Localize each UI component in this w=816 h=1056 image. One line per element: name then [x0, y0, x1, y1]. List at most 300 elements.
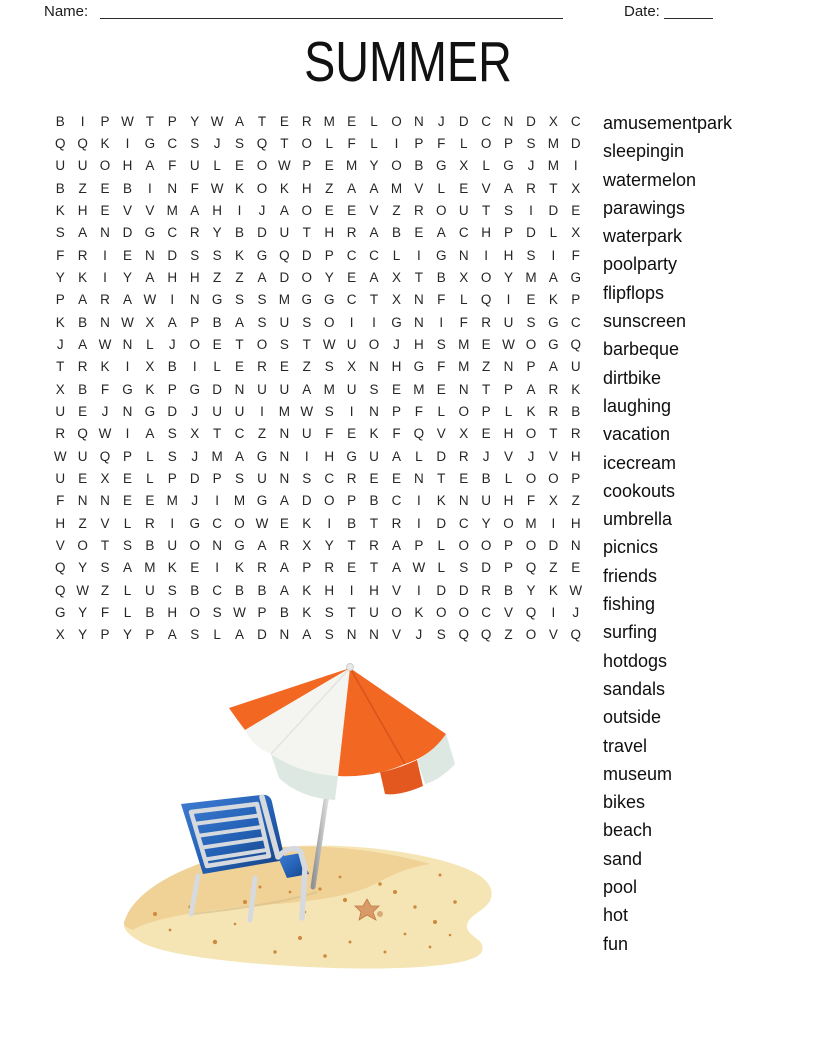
grid-letter[interactable]: C	[481, 113, 491, 129]
grid-letter[interactable]: V	[100, 515, 110, 531]
grid-letter[interactable]: G	[548, 314, 559, 330]
grid-letter[interactable]: P	[167, 381, 177, 397]
grid-letter[interactable]: N	[122, 336, 133, 352]
word-item[interactable]: hot	[603, 905, 629, 926]
grid-letter[interactable]: O	[480, 135, 492, 151]
grid-letter[interactable]: I	[573, 158, 578, 174]
grid-letter[interactable]: F	[437, 292, 446, 308]
grid-letter[interactable]: A	[302, 627, 312, 643]
grid-letter[interactable]: L	[325, 135, 333, 151]
grid-letter[interactable]: L	[123, 515, 132, 531]
grid-letter[interactable]: D	[458, 582, 469, 598]
grid-letter[interactable]: U	[77, 158, 88, 174]
grid-letter[interactable]: S	[324, 627, 334, 643]
word-item[interactable]: museum	[603, 763, 673, 784]
grid-letter[interactable]: N	[279, 448, 290, 464]
grid-letter[interactable]: P	[481, 403, 491, 419]
grid-letter[interactable]: V	[504, 448, 514, 464]
grid-letter[interactable]: B	[436, 269, 446, 285]
grid-letter[interactable]: S	[190, 135, 200, 151]
grid-letter[interactable]: H	[570, 448, 581, 464]
grid-letter[interactable]: F	[459, 314, 468, 330]
grid-letter[interactable]: R	[570, 426, 581, 442]
grid-letter[interactable]: L	[504, 470, 513, 486]
grid-letter[interactable]: U	[570, 359, 581, 375]
grid-letter[interactable]: K	[279, 180, 289, 196]
grid-letter[interactable]: I	[147, 180, 152, 196]
grid-letter[interactable]: W	[121, 314, 134, 330]
grid-letter[interactable]: R	[346, 470, 357, 486]
grid-letter[interactable]: H	[391, 359, 402, 375]
grid-letter[interactable]: N	[234, 381, 245, 397]
grid-letter[interactable]: K	[302, 582, 312, 598]
grid-letter[interactable]: A	[279, 582, 289, 598]
grid-letter[interactable]: K	[235, 560, 245, 576]
grid-letter[interactable]: H	[189, 269, 200, 285]
grid-letter[interactable]: C	[570, 113, 581, 129]
grid-letter[interactable]: O	[548, 470, 559, 486]
grid-letter[interactable]: W	[143, 292, 157, 308]
grid-letter[interactable]: U	[346, 336, 357, 352]
grid-letter[interactable]: I	[103, 247, 107, 263]
grid-letter[interactable]: B	[122, 180, 132, 196]
grid-letter[interactable]: S	[504, 202, 514, 218]
grid-letter[interactable]: R	[481, 582, 491, 598]
grid-letter[interactable]: J	[415, 627, 423, 643]
grid-letter[interactable]: L	[213, 158, 221, 174]
grid-letter[interactable]: S	[167, 448, 177, 464]
grid-letter[interactable]: P	[504, 135, 514, 151]
grid-letter[interactable]: A	[122, 560, 132, 576]
grid-letter[interactable]: X	[145, 314, 155, 330]
grid-letter[interactable]: H	[503, 426, 514, 442]
grid-letter[interactable]: Q	[54, 560, 66, 576]
word-item[interactable]: picnics	[603, 537, 659, 558]
grid-letter[interactable]: W	[98, 336, 112, 352]
grid-letter[interactable]: N	[458, 247, 469, 263]
grid-letter[interactable]: C	[369, 247, 379, 263]
grid-letter[interactable]: S	[190, 247, 200, 263]
grid-letter[interactable]: Q	[458, 627, 469, 643]
grid-letter[interactable]: N	[458, 381, 469, 397]
grid-letter[interactable]: E	[122, 247, 132, 263]
grid-letter[interactable]: O	[99, 158, 111, 174]
grid-letter[interactable]: A	[235, 627, 245, 643]
grid-letter[interactable]: Q	[570, 336, 582, 352]
word-item[interactable]: parawings	[603, 197, 686, 218]
grid-letter[interactable]: G	[144, 225, 156, 241]
grid-letter[interactable]: O	[458, 604, 469, 620]
grid-letter[interactable]: I	[416, 515, 421, 531]
grid-letter[interactable]: W	[210, 113, 224, 129]
grid-letter[interactable]: R	[189, 225, 200, 241]
grid-letter[interactable]: E	[347, 269, 357, 285]
grid-letter[interactable]: G	[436, 247, 447, 263]
grid-letter[interactable]: U	[301, 426, 312, 442]
grid-letter[interactable]: T	[437, 470, 446, 486]
grid-letter[interactable]: K	[302, 604, 312, 620]
grid-letter[interactable]: D	[257, 225, 267, 241]
grid-letter[interactable]: U	[279, 381, 290, 397]
grid-letter[interactable]: A	[504, 180, 514, 196]
word-item[interactable]: travel	[603, 735, 648, 756]
grid-letter[interactable]: Y	[526, 582, 536, 598]
grid-letter[interactable]: G	[548, 336, 559, 352]
grid-letter[interactable]: B	[212, 314, 222, 330]
grid-letter[interactable]: V	[414, 180, 424, 196]
grid-letter[interactable]: S	[526, 135, 536, 151]
grid-letter[interactable]: B	[279, 604, 289, 620]
grid-letter[interactable]: N	[77, 493, 88, 509]
grid-letter[interactable]: N	[189, 292, 200, 308]
grid-letter[interactable]: I	[551, 247, 556, 263]
grid-letter[interactable]: S	[279, 336, 289, 352]
grid-letter[interactable]: H	[212, 202, 222, 218]
grid-letter[interactable]: K	[145, 381, 155, 397]
grid-letter[interactable]: W	[322, 336, 336, 352]
grid-letter[interactable]: L	[437, 560, 446, 576]
grid-letter[interactable]: Q	[54, 135, 66, 151]
word-item[interactable]: surfing	[603, 622, 658, 643]
grid-letter[interactable]: A	[122, 292, 132, 308]
grid-letter[interactable]: H	[481, 225, 491, 241]
grid-letter[interactable]: R	[346, 225, 357, 241]
grid-letter[interactable]: K	[414, 604, 424, 620]
grid-letter[interactable]: Z	[549, 560, 558, 576]
grid-letter[interactable]: N	[458, 493, 469, 509]
grid-letter[interactable]: C	[458, 225, 469, 241]
grid-letter[interactable]: N	[503, 359, 514, 375]
grid-letter[interactable]: P	[347, 493, 357, 509]
grid-letter[interactable]: Y	[78, 560, 88, 576]
grid-letter[interactable]: S	[167, 426, 177, 442]
grid-letter[interactable]: K	[526, 403, 536, 419]
grid-letter[interactable]: Z	[504, 627, 513, 643]
grid-letter[interactable]: I	[192, 359, 197, 375]
grid-letter[interactable]: M	[525, 515, 537, 531]
grid-letter[interactable]: P	[257, 604, 267, 620]
grid-letter[interactable]: S	[526, 314, 536, 330]
grid-letter[interactable]: J	[191, 448, 199, 464]
grid-letter[interactable]: Z	[325, 180, 334, 196]
grid-letter[interactable]: V	[391, 627, 401, 643]
grid-letter[interactable]: B	[481, 470, 491, 486]
grid-letter[interactable]: Z	[235, 269, 244, 285]
grid-letter[interactable]: X	[391, 269, 401, 285]
grid-letter[interactable]: M	[211, 448, 223, 464]
grid-letter[interactable]: E	[100, 180, 110, 196]
grid-letter[interactable]: W	[53, 448, 67, 464]
grid-letter[interactable]: D	[167, 403, 178, 419]
grid-letter[interactable]: X	[459, 158, 469, 174]
grid-letter[interactable]: Y	[324, 537, 334, 553]
grid-letter[interactable]: P	[122, 448, 132, 464]
grid-letter[interactable]: O	[525, 537, 537, 553]
grid-letter[interactable]: B	[167, 359, 177, 375]
grid-letter[interactable]: E	[391, 470, 401, 486]
grid-letter[interactable]: A	[369, 225, 379, 241]
grid-letter[interactable]: A	[235, 314, 245, 330]
name-fill-line[interactable]	[100, 2, 563, 19]
grid-letter[interactable]: C	[481, 604, 491, 620]
grid-letter[interactable]: R	[369, 537, 379, 553]
grid-letter[interactable]: W	[121, 113, 134, 129]
grid-letter[interactable]: G	[323, 292, 335, 308]
grid-letter[interactable]: Y	[78, 604, 88, 620]
grid-letter[interactable]: E	[347, 560, 357, 576]
grid-letter[interactable]: J	[527, 158, 535, 174]
grid-letter[interactable]: B	[55, 180, 65, 196]
grid-letter[interactable]: G	[436, 158, 447, 174]
grid-letter[interactable]: B	[414, 158, 424, 174]
grid-letter[interactable]: Y	[212, 225, 222, 241]
grid-letter[interactable]: O	[525, 470, 537, 486]
word-item[interactable]: waterpark	[603, 226, 683, 247]
grid-letter[interactable]: J	[258, 202, 266, 218]
grid-letter[interactable]: M	[345, 158, 358, 174]
grid-letter[interactable]: T	[369, 560, 379, 576]
grid-letter[interactable]: Q	[480, 627, 492, 643]
grid-letter[interactable]: Y	[369, 158, 379, 174]
grid-letter[interactable]: P	[414, 537, 424, 553]
grid-letter[interactable]: H	[324, 448, 335, 464]
grid-letter[interactable]: B	[78, 314, 88, 330]
word-item[interactable]: icecream	[603, 452, 677, 473]
grid-letter[interactable]: V	[481, 180, 491, 196]
grid-letter[interactable]: L	[504, 403, 513, 419]
grid-letter[interactable]: L	[459, 292, 468, 308]
grid-letter[interactable]: E	[459, 470, 469, 486]
grid-letter[interactable]: L	[415, 448, 423, 464]
grid-letter[interactable]: L	[437, 537, 446, 553]
grid-letter[interactable]: S	[235, 135, 245, 151]
grid-letter[interactable]: C	[346, 247, 357, 263]
grid-letter[interactable]: C	[346, 292, 357, 308]
grid-letter[interactable]: M	[547, 135, 559, 151]
grid-letter[interactable]: G	[346, 448, 357, 464]
grid-letter[interactable]: E	[145, 493, 155, 509]
grid-letter[interactable]: Q	[77, 135, 88, 151]
grid-letter[interactable]: E	[100, 202, 110, 218]
grid-letter[interactable]: L	[549, 225, 558, 241]
grid-letter[interactable]: M	[278, 403, 290, 419]
grid-letter[interactable]: A	[369, 269, 379, 285]
grid-letter[interactable]: H	[324, 225, 335, 241]
grid-letter[interactable]: K	[369, 426, 379, 442]
grid-letter[interactable]: I	[170, 515, 175, 531]
grid-letter[interactable]: O	[256, 158, 268, 174]
grid-letter[interactable]: E	[347, 113, 357, 129]
word-item[interactable]: beach	[603, 820, 653, 841]
grid-letter[interactable]: U	[279, 314, 290, 330]
grid-letter[interactable]: I	[237, 202, 242, 218]
grid-letter[interactable]: M	[323, 113, 335, 129]
grid-letter[interactable]: L	[123, 582, 132, 598]
grid-letter[interactable]: E	[369, 470, 379, 486]
grid-letter[interactable]: A	[167, 314, 177, 330]
grid-letter[interactable]: H	[167, 269, 178, 285]
grid-letter[interactable]: D	[481, 560, 491, 576]
grid-letter[interactable]: N	[100, 225, 110, 241]
grid-letter[interactable]: P	[504, 560, 514, 576]
grid-letter[interactable]: P	[167, 470, 177, 486]
grid-letter[interactable]: R	[413, 202, 424, 218]
grid-letter[interactable]: A	[78, 336, 88, 352]
grid-letter[interactable]: S	[190, 627, 200, 643]
grid-letter[interactable]: H	[570, 515, 581, 531]
grid-letter[interactable]: A	[257, 269, 267, 285]
grid-letter[interactable]: O	[189, 537, 200, 553]
grid-letter[interactable]: Z	[212, 269, 222, 285]
grid-letter[interactable]: E	[414, 225, 424, 241]
grid-letter[interactable]: L	[213, 359, 221, 375]
grid-letter[interactable]: E	[436, 381, 446, 397]
grid-letter[interactable]: Y	[190, 113, 200, 129]
grid-letter[interactable]: U	[144, 582, 155, 598]
grid-letter[interactable]: A	[78, 292, 88, 308]
grid-letter[interactable]: N	[413, 113, 424, 129]
grid-letter[interactable]: P	[571, 470, 581, 486]
grid-letter[interactable]: O	[525, 336, 537, 352]
grid-letter[interactable]: G	[391, 314, 402, 330]
grid-letter[interactable]: A	[145, 426, 155, 442]
grid-letter[interactable]: O	[391, 604, 402, 620]
grid-letter[interactable]: D	[279, 269, 290, 285]
grid-letter[interactable]: O	[436, 202, 447, 218]
grid-letter[interactable]: S	[212, 604, 222, 620]
grid-letter[interactable]: I	[394, 135, 399, 151]
grid-letter[interactable]: A	[548, 269, 558, 285]
grid-letter[interactable]: S	[122, 537, 132, 553]
grid-letter[interactable]: H	[369, 582, 379, 598]
grid-letter[interactable]: G	[570, 269, 582, 285]
grid-letter[interactable]: I	[349, 314, 354, 330]
grid-letter[interactable]: P	[391, 403, 401, 419]
grid-letter[interactable]: T	[302, 225, 311, 241]
grid-letter[interactable]: K	[548, 582, 558, 598]
grid-letter[interactable]: C	[458, 515, 469, 531]
grid-letter[interactable]: H	[503, 493, 514, 509]
grid-letter[interactable]: U	[369, 604, 379, 620]
grid-letter[interactable]: V	[145, 202, 155, 218]
grid-letter[interactable]: N	[279, 627, 290, 643]
grid-letter[interactable]: W	[255, 515, 269, 531]
grid-letter[interactable]: H	[413, 336, 424, 352]
grid-letter[interactable]: V	[436, 426, 446, 442]
grid-letter[interactable]: O	[323, 314, 335, 330]
grid-letter[interactable]: F	[56, 247, 65, 263]
word-item[interactable]: sleepingin	[603, 141, 685, 162]
grid-letter[interactable]: Q	[77, 426, 88, 442]
grid-letter[interactable]: O	[368, 336, 380, 352]
grid-letter[interactable]: A	[145, 158, 155, 174]
grid-letter[interactable]: Q	[99, 448, 111, 464]
grid-letter[interactable]: N	[369, 627, 379, 643]
grid-letter[interactable]: G	[256, 493, 268, 509]
grid-letter[interactable]: I	[349, 582, 354, 598]
grid-letter[interactable]: A	[235, 113, 245, 129]
grid-letter[interactable]: U	[55, 403, 66, 419]
grid-letter[interactable]: J	[56, 336, 64, 352]
word-item[interactable]: poolparty	[603, 254, 678, 275]
word-item[interactable]: fishing	[603, 594, 656, 615]
grid-letter[interactable]: O	[480, 269, 492, 285]
grid-letter[interactable]: I	[304, 448, 309, 464]
grid-letter[interactable]: I	[260, 403, 264, 419]
grid-letter[interactable]: L	[392, 247, 401, 263]
grid-letter[interactable]: L	[459, 135, 468, 151]
grid-letter[interactable]: K	[302, 515, 312, 531]
grid-letter[interactable]: M	[413, 381, 425, 397]
grid-letter[interactable]: H	[301, 180, 312, 196]
grid-letter[interactable]: S	[324, 359, 334, 375]
grid-letter[interactable]: A	[369, 180, 379, 196]
grid-letter[interactable]: L	[437, 180, 446, 196]
grid-letter[interactable]: T	[257, 113, 267, 129]
grid-letter[interactable]: G	[301, 292, 313, 308]
grid-letter[interactable]: K	[78, 269, 88, 285]
grid-letter[interactable]: E	[347, 202, 357, 218]
grid-letter[interactable]: N	[122, 403, 133, 419]
grid-letter[interactable]: I	[372, 314, 376, 330]
grid-letter[interactable]: Z	[78, 180, 87, 196]
grid-letter[interactable]: W	[76, 582, 89, 598]
word-item[interactable]: sunscreen	[603, 311, 687, 332]
grid-letter[interactable]: X	[548, 113, 558, 129]
grid-letter[interactable]: D	[436, 515, 447, 531]
grid-letter[interactable]: E	[78, 470, 88, 486]
grid-letter[interactable]: K	[100, 359, 110, 375]
grid-letter[interactable]: O	[256, 336, 268, 352]
grid-letter[interactable]: F	[168, 158, 177, 174]
grid-letter[interactable]: T	[481, 202, 491, 218]
grid-letter[interactable]: D	[526, 113, 536, 129]
grid-letter[interactable]: Q	[54, 582, 66, 598]
grid-letter[interactable]: B	[235, 225, 245, 241]
grid-letter[interactable]: M	[458, 359, 470, 375]
grid-letter[interactable]: G	[413, 359, 425, 375]
grid-letter[interactable]: K	[436, 493, 446, 509]
grid-letter[interactable]: E	[279, 113, 289, 129]
grid-letter[interactable]: P	[212, 470, 222, 486]
grid-letter[interactable]: F	[414, 403, 423, 419]
grid-letter[interactable]: L	[123, 604, 132, 620]
grid-letter[interactable]: I	[103, 269, 107, 285]
grid-letter[interactable]: P	[167, 113, 177, 129]
grid-letter[interactable]: D	[212, 381, 222, 397]
grid-letter[interactable]: G	[54, 604, 66, 620]
grid-letter[interactable]: I	[416, 582, 421, 598]
grid-letter[interactable]: X	[190, 426, 200, 442]
grid-letter[interactable]: P	[504, 537, 514, 553]
grid-letter[interactable]: I	[551, 604, 556, 620]
grid-letter[interactable]: K	[167, 560, 177, 576]
grid-letter[interactable]: B	[78, 381, 88, 397]
grid-letter[interactable]: S	[100, 560, 110, 576]
grid-letter[interactable]: O	[480, 537, 492, 553]
grid-letter[interactable]: Q	[525, 604, 537, 620]
grid-letter[interactable]: Q	[480, 292, 492, 308]
grid-letter[interactable]: P	[100, 627, 110, 643]
grid-letter[interactable]: X	[571, 180, 581, 196]
grid-letter[interactable]: A	[279, 560, 289, 576]
grid-letter[interactable]: T	[549, 180, 558, 196]
grid-letter[interactable]: D	[526, 225, 536, 241]
grid-letter[interactable]: X	[55, 627, 65, 643]
grid-letter[interactable]: G	[256, 448, 268, 464]
grid-letter[interactable]: B	[145, 537, 155, 553]
grid-letter[interactable]: P	[414, 135, 424, 151]
